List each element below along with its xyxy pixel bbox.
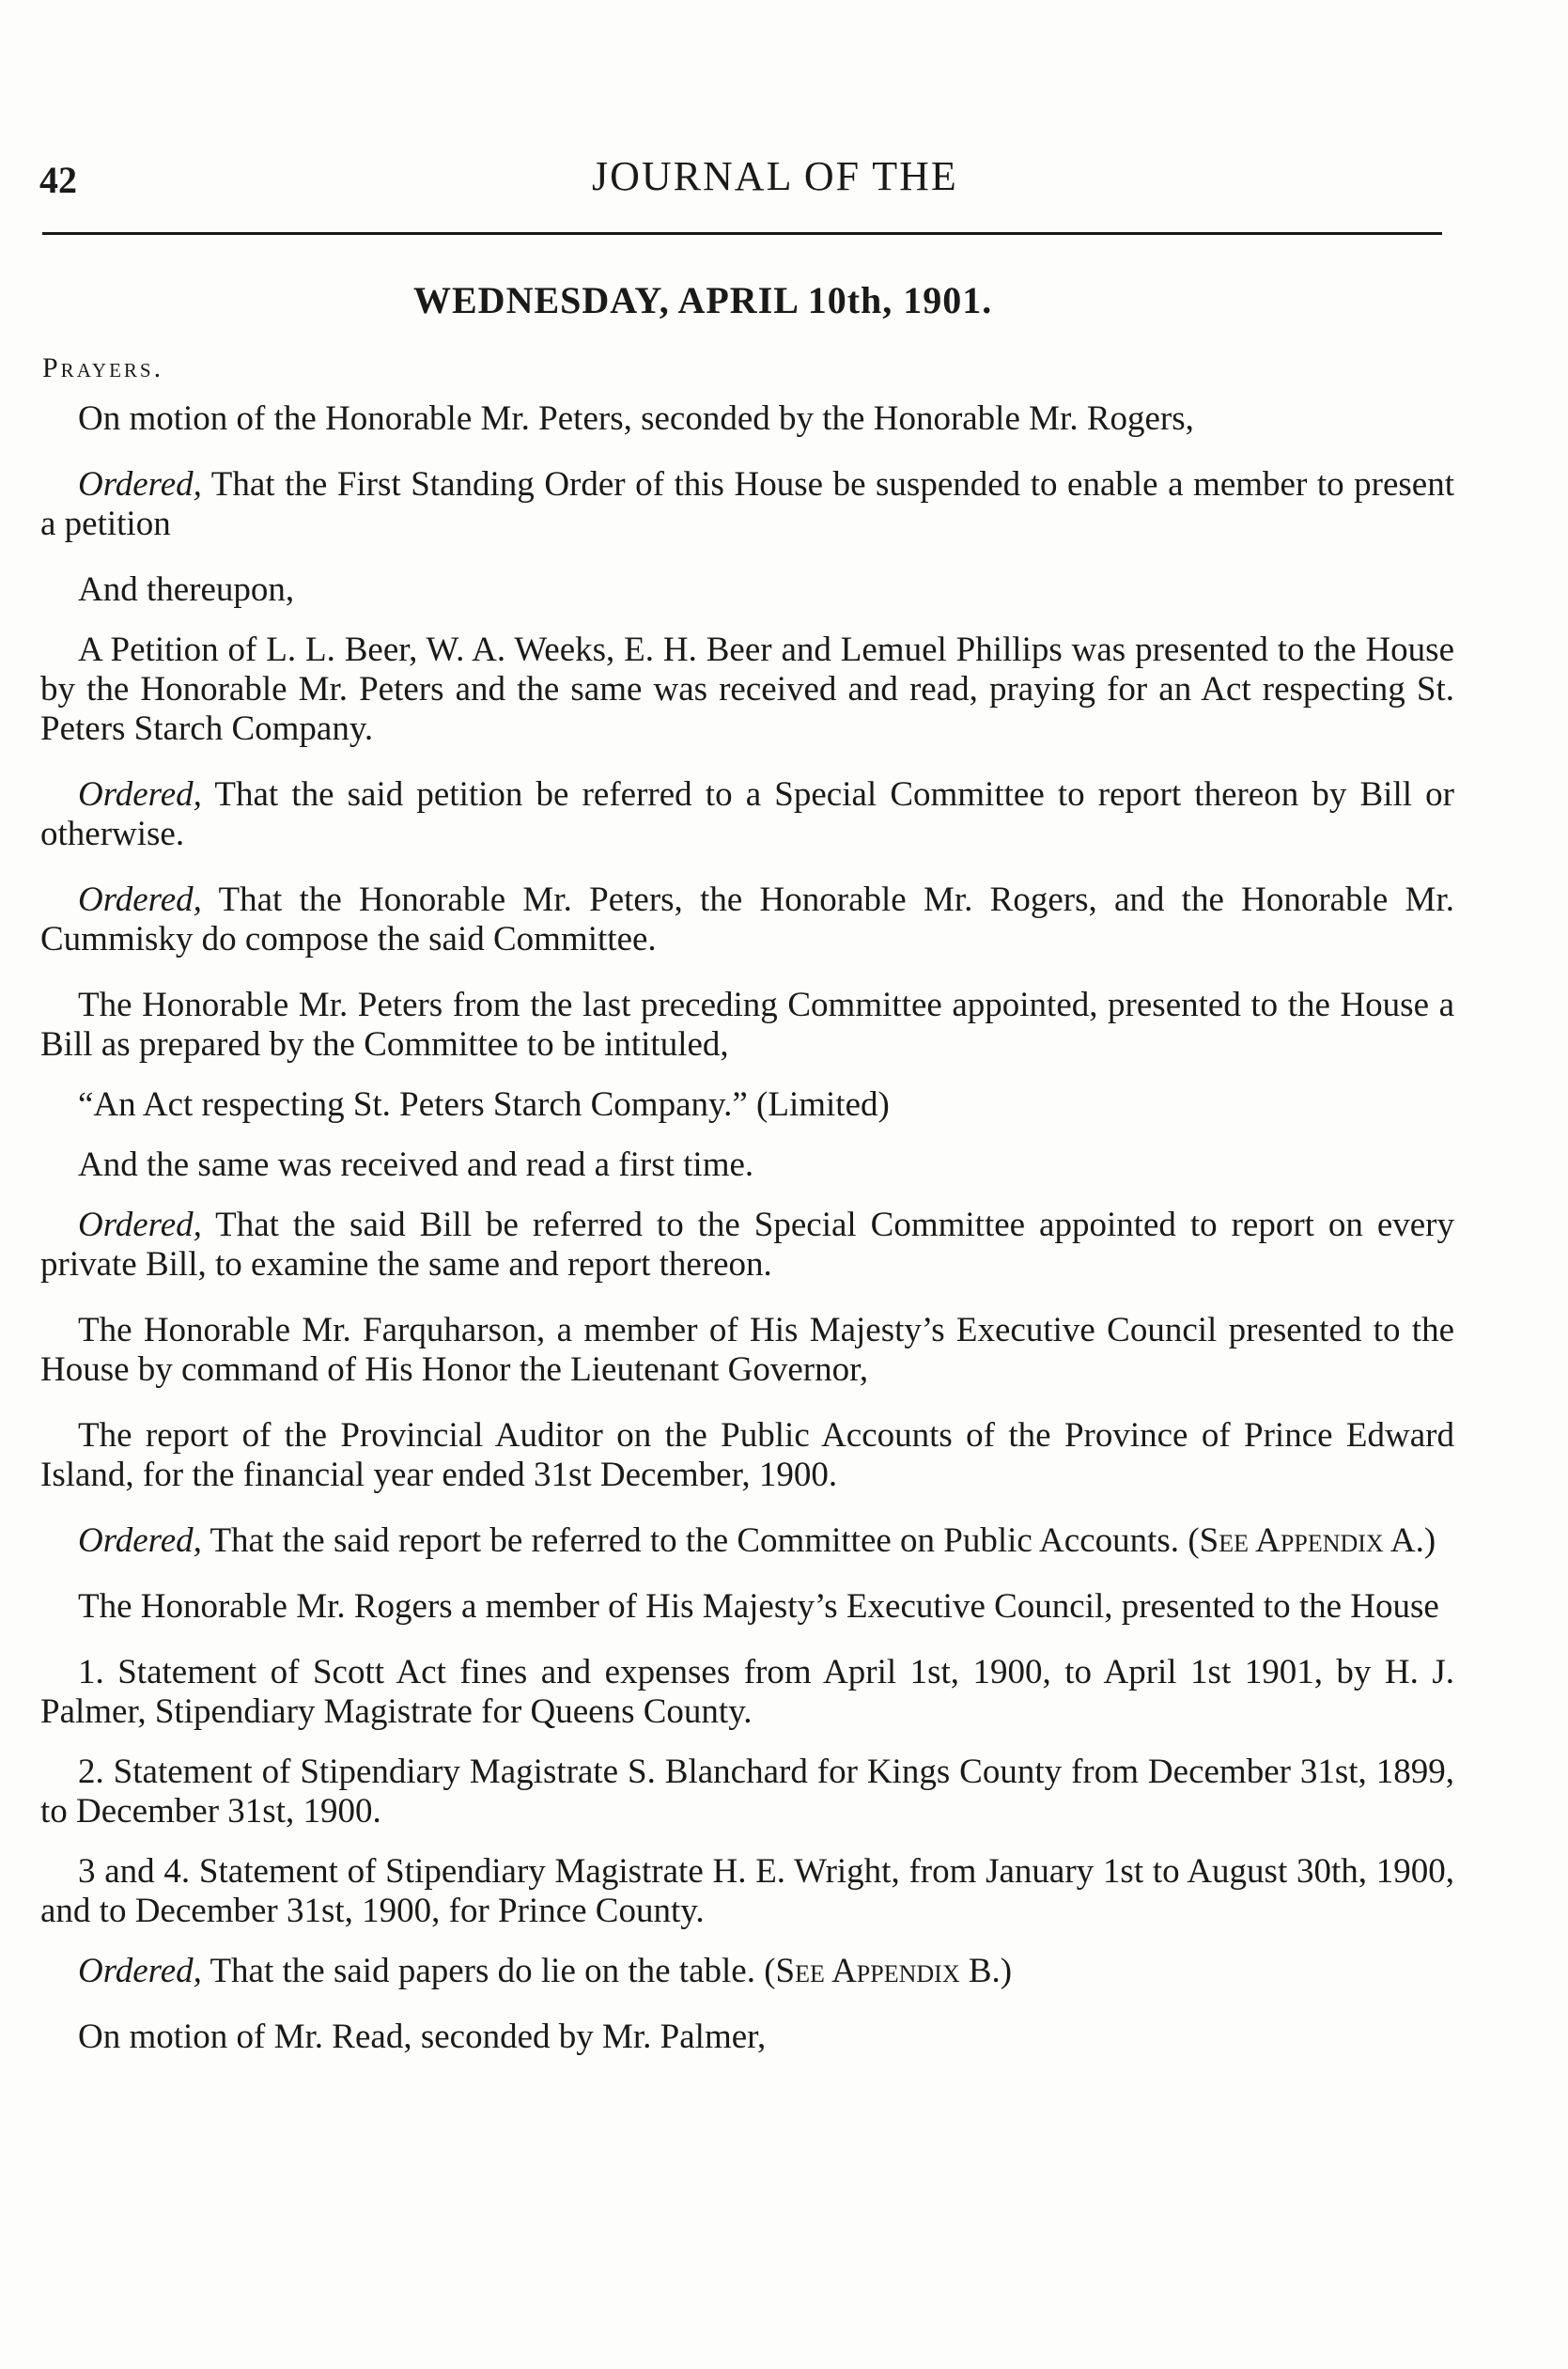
paragraph-farquharson: The Honorable Mr. Farquharson, a member of His Majesty’s Executive Council presented to the House by command of His Honor the Lieutenant Governor, — [40, 1311, 1454, 1389]
appendix-reference: (See Appendix B.) — [764, 1952, 1013, 1990]
page-number: 42 — [39, 159, 77, 201]
paragraph-first-reading: And the same was received and read a first time. — [78, 1146, 754, 1184]
paragraph-bill-presented: The Honorable Mr. Peters from the last preceding Committee appointed, presented to the House a Bill as prepared by the Committee to be intituled, — [40, 986, 1454, 1064]
paragraph-order-committee: Ordered, That the said petition be referred to a Special Committee to report thereon by Bill or otherwise. — [40, 775, 1454, 853]
paragraph-motion: On motion of the Honorable Mr. Peters, seconded by the Honorable Mr. Rogers, — [78, 399, 1194, 438]
paragraph-order: Ordered, That the First Standing Order of this House be suspended to enable a member to present a petition — [40, 465, 1454, 543]
running-head: JOURNAL OF THE — [592, 153, 958, 199]
paragraph-petition: A Petition of L. L. Beer, W. A. Weeks, E. H. Beer and Lemuel Phillips was presented to the House by the Honorable Mr. Peters and the same was received and read, praying for an Act respecting St. Peters Starch Company. — [40, 631, 1454, 748]
appendix-reference: (See Appendix A.) — [1188, 1521, 1436, 1560]
prayers-heading: Prayers. — [42, 352, 164, 383]
date-heading: WEDNESDAY, APRIL 10th, 1901. — [413, 279, 993, 321]
paragraph-statement-2: 2. Statement of Stipendiary Magistrate S. Blanchard for Kings County from December 31st, 1899, to December 31st, 1900. — [40, 1753, 1454, 1831]
paragraph-statement-3-4: 3 and 4. Statement of Stipendiary Magistrate H. E. Wright, from January 1st to August 30th, 1900, and to December 31st, 1900, for Prince County. — [40, 1852, 1454, 1930]
paragraph-thereupon: And thereupon, — [78, 570, 295, 609]
journal-body — [40, 399, 1454, 2083]
paragraph-auditor-report: The report of the Provincial Auditor on the Public Accounts of the Province of Prince Edward Island, for the financial year ended 31st December, 1900. — [40, 1416, 1454, 1494]
paragraph-bill-title: “An Act respecting St. Peters Starch Company.” (Limited) — [78, 1085, 890, 1124]
paragraph-order-bill: Ordered, That the said Bill be referred to the Special Committee appointed to report on every private Bill, to examine the same and report thereon. — [40, 1206, 1454, 1284]
header-rule — [42, 232, 1442, 235]
paragraph-order-members: Ordered, That the Honorable Mr. Peters, the Honorable Mr. Rogers, and the Honorable Mr. Cummisky do compose the said Committee. — [40, 881, 1454, 959]
paragraph-order-papers: Ordered, That the said papers do lie on the table. (See Appendix B.) — [78, 1952, 1013, 1990]
paragraph-statement-1: 1. Statement of Scott Act fines and expenses from April 1st, 1900, to April 1st 1901, by H. J. Palmer, Stipendiary Magistrate for Queens County. — [40, 1653, 1454, 1731]
paragraph-read-motion: On motion of Mr. Read, seconded by Mr. Palmer, — [78, 2018, 767, 2056]
paragraph-order-report: Ordered, That the said report be referred to the Committee on Public Accounts. (See Appendix A.) — [78, 1521, 1436, 1560]
paragraph-rogers: The Honorable Mr. Rogers a member of His Majesty’s Executive Council, presented to the House — [78, 1587, 1439, 1626]
page-header — [38, 150, 1447, 207]
